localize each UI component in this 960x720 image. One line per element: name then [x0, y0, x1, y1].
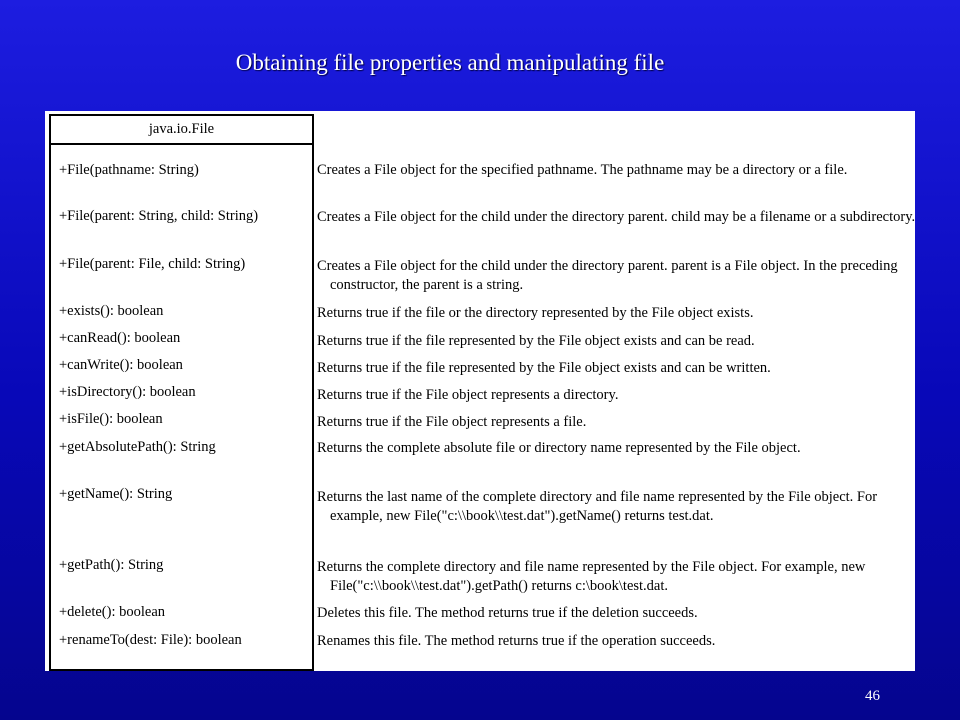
method-description: Returns true if the file or the directory represented by the File object exists.: [317, 305, 754, 321]
method-description: Returns true if the File object represents a file.: [317, 414, 587, 430]
method-description: Creates a File object for the child under the directory parent. parent is a File object. In the preceding constructor, the parent is a string.: [317, 258, 898, 293]
method-description: Returns true if the file represented by the File object exists and can be written.: [317, 360, 771, 376]
class-diagram-panel: [45, 111, 915, 671]
method-signature: +getPath(): String: [59, 557, 164, 573]
method-description: Returns the complete directory and file name represented by the File object. For example, new File("c:\\book\\test.dat").getPath() returns c:\book\test.dat.: [317, 559, 866, 594]
slide-title: Obtaining file properties and manipulating file: [235, 50, 665, 75]
uml-class-name: java.io.File: [51, 116, 312, 145]
method-description: Returns the last name of the complete directory and file name represented by the File object. For example, new File("c:\\book\\test.dat").getName() returns test.dat.: [317, 489, 878, 524]
page-number: 46: [865, 688, 880, 704]
method-signature: +exists(): boolean: [59, 303, 164, 319]
method-signature: +getAbsolutePath(): String: [59, 439, 216, 455]
method-description: Deletes this file. The method returns true if the deletion succeeds.: [317, 605, 698, 621]
method-signature: +canWrite(): boolean: [59, 357, 183, 373]
method-signature: +renameTo(dest: File): boolean: [59, 632, 242, 648]
method-description: Returns the complete absolute file or directory name represented by the File object.: [317, 440, 801, 456]
method-description: Returns true if the file represented by the File object exists and can be read.: [317, 333, 755, 349]
method-description: Renames this file. The method returns true if the operation succeeds.: [317, 633, 716, 649]
method-description: Returns true if the File object represents a directory.: [317, 387, 619, 403]
method-signature: +isDirectory(): boolean: [59, 384, 196, 400]
method-description: Creates a File object for the child under the directory parent. child may be a filename or a subdirectory.: [317, 209, 916, 225]
method-signature: +File(parent: String, child: String): [59, 208, 259, 224]
method-signature: +delete(): boolean: [59, 604, 166, 620]
method-signature: +File(parent: File, child: String): [59, 256, 246, 272]
method-signature: +isFile(): boolean: [59, 411, 163, 427]
method-description: Creates a File object for the specified pathname. The pathname may be a directory or a file.: [317, 162, 848, 178]
method-signature: +File(pathname: String): [59, 162, 199, 178]
method-signature: +canRead(): boolean: [59, 330, 181, 346]
method-signature: +getName(): String: [59, 486, 173, 502]
